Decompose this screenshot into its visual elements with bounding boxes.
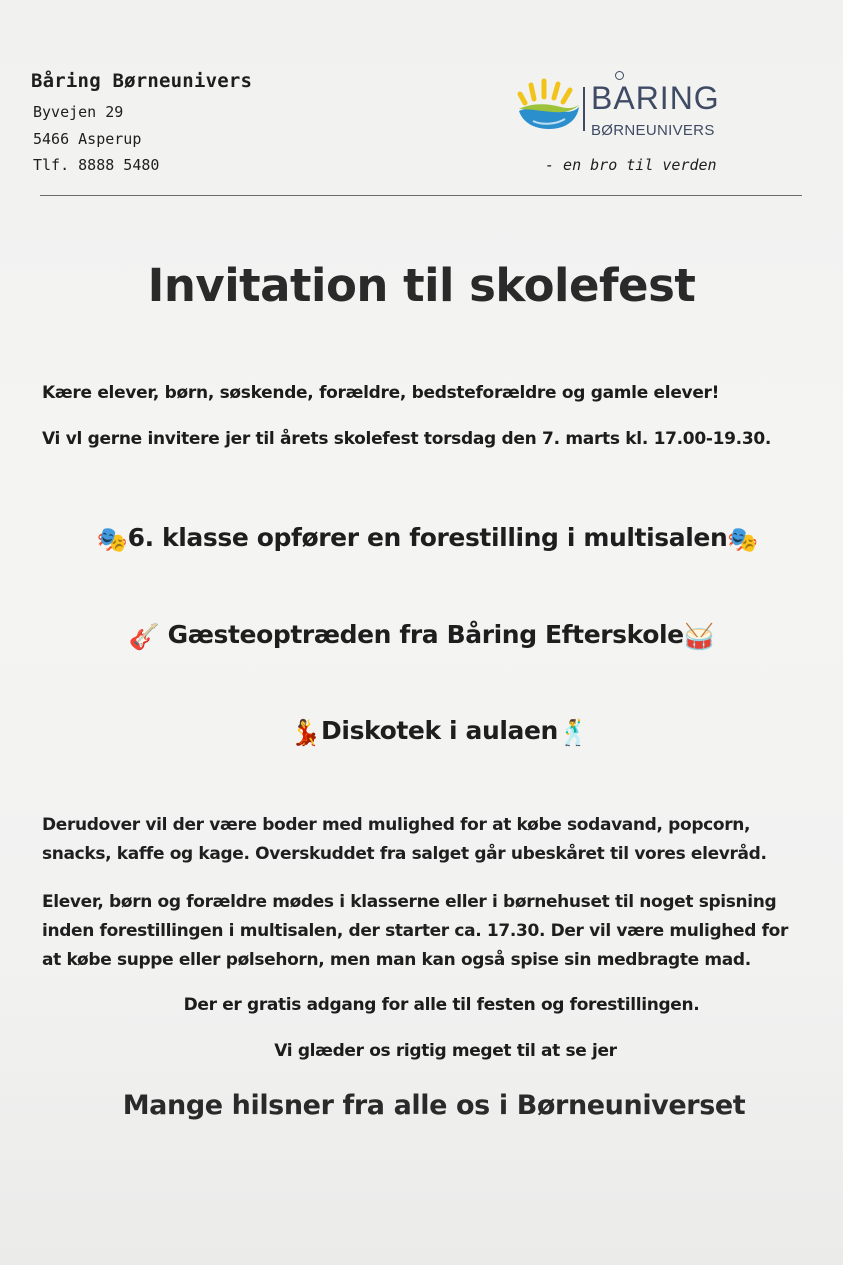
sender-name: Båring Børneunivers (31, 70, 253, 92)
header-divider (40, 195, 802, 196)
man-dancing-icon: 🕺 (557, 718, 589, 747)
free-entry-text: Der er gratis adgang for alle til festen og forestillingen. (183, 995, 700, 1015)
greeting-text: Kære elever, børn, søskende, forældre, bedsteforældre og gamle elever! (42, 383, 720, 403)
dancer-icon: 💃 (290, 718, 322, 747)
theater-masks-icon: 🎭 (727, 525, 759, 554)
stalls-line: Derudover vil der være boder med mulighed for at købe sodavand, popcorn, (42, 815, 751, 835)
closing-greeting: Mange hilsner fra alle os i Børneuniverset (122, 1090, 746, 1121)
sender-phone: Tlf. 8888 5480 (33, 156, 160, 174)
logo-wordmark: BARING (591, 80, 720, 116)
theater-masks-icon: 🎭 (96, 525, 128, 554)
dinner-paragraph (42, 888, 788, 975)
looking-forward-text: Vi glæder os rigtig meget til at se jer (274, 1041, 617, 1061)
logo-divider (583, 87, 585, 131)
highlight-performance (0, 523, 843, 555)
highlight-disco-text: Diskotek i aulaen (321, 716, 558, 745)
dinner-line: inden forestillingen i multisalen, der starter ca. 17.30. Der vil være mulighed for (42, 921, 789, 941)
highlight-disco (0, 716, 843, 748)
sun-hand-logo-icon (517, 77, 583, 139)
highlight-guest (0, 620, 843, 652)
sender-city: 5466 Asperup (33, 130, 142, 148)
stalls-paragraph (42, 811, 767, 869)
highlight-guest-text: Gæsteoptræden fra Båring Efterskole (159, 620, 684, 649)
baring-logo (517, 77, 742, 139)
highlight-performance-text: 6. klasse opfører en forestilling i multisalen (127, 523, 728, 552)
logo-ring-mark (615, 71, 624, 80)
dinner-line: Elever, børn og forældre mødes i klasserne eller i børnehuset til noget spisning (42, 892, 777, 912)
stalls-line: snacks, kaffe og kage. Overskuddet fra salget går ubeskåret til vores elevråd. (42, 844, 767, 864)
invite-text: Vi vl gerne invitere jer til årets skolefest torsdag den 7. marts kl. 17.00-19.30. (42, 429, 772, 449)
sender-street: Byvejen 29 (33, 103, 124, 121)
dinner-line: at købe suppe eller pølsehorn, men man kan også spise sin medbragte mad. (42, 950, 751, 970)
drum-icon: 🥁 (683, 622, 715, 651)
guitar-icon: 🎸 (128, 622, 160, 651)
logo-tagline: - en bro til verden (545, 156, 717, 174)
page-title: Invitation til skolefest (147, 259, 696, 312)
logo-subtitle: BØRNEUNIVERS (591, 122, 715, 139)
